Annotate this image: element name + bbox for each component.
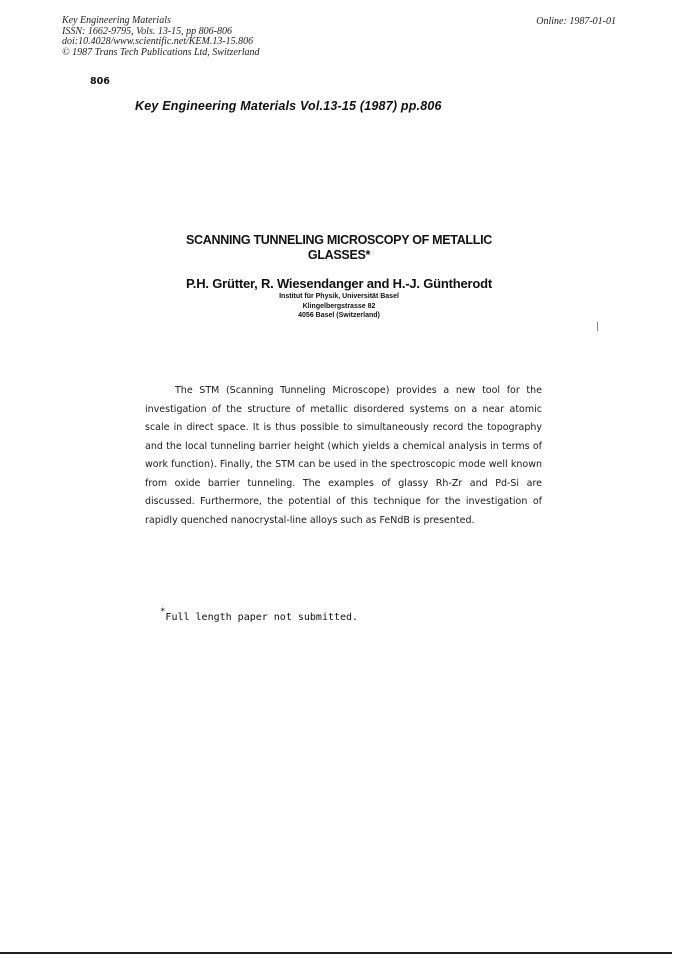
copyright-line: © 1987 Trans Tech Publications Ltd, Switzerland	[62, 46, 260, 58]
footnote	[160, 607, 359, 623]
abstract-text: The STM (Scanning Tunneling Microscope) provides a new tool for the investigation of the structure of metallic disordered systems on a near atomic scale in direct space. It is thus possible to simultaneously record the topography and the local tunneling barrier height (which yields a chemical analysis in terms of work function). Finally, the STM can be used in the spectroscopic mode well known from oxide barrier tunneling. The examples of glassy Rh-Zr and Pd-Si are discussed. Furthermore, the potential of this technique for the investigation of rapidly quenched nanocrystal-line alloys such as FeNdB is presented.	[145, 385, 542, 526]
affiliation-line: 4056 Basel (Switzerland)	[298, 312, 380, 319]
footnote-marker: *	[160, 607, 166, 617]
footnote-text: Full length paper not submitted.	[165, 612, 359, 623]
journal-citation: Key Engineering Materials Vol.13-15 (1987) pp.806	[135, 99, 442, 113]
authors: P.H. Grütter, R. Wiesendanger and H.-J. Güntherodt	[185, 276, 493, 291]
affiliation-line: Institut für Physik, Universität Basel	[279, 293, 399, 300]
online-date: Online: 1987-01-01	[536, 16, 616, 27]
title-line: GLASSES*	[307, 248, 371, 262]
affiliation	[150, 292, 528, 321]
scan-artifact-mark	[597, 322, 598, 331]
doi-line: doi:10.4028/www.scientific.net/KEM.13-15.806	[62, 36, 254, 47]
issn-line: ISSN: 1662-9795, Vols. 13-15, pp 806-806	[62, 25, 232, 37]
journal-name: Key Engineering Materials	[62, 15, 171, 26]
publication-metadata	[62, 16, 422, 58]
title-line: SCANNING TUNNELING MICROSCOPY OF METALLIC	[186, 233, 492, 247]
bottom-rule	[0, 952, 672, 954]
affiliation-line: Klingelbergstrasse 82	[302, 302, 376, 310]
page-number: 806	[90, 76, 110, 87]
paper-title	[150, 233, 528, 263]
